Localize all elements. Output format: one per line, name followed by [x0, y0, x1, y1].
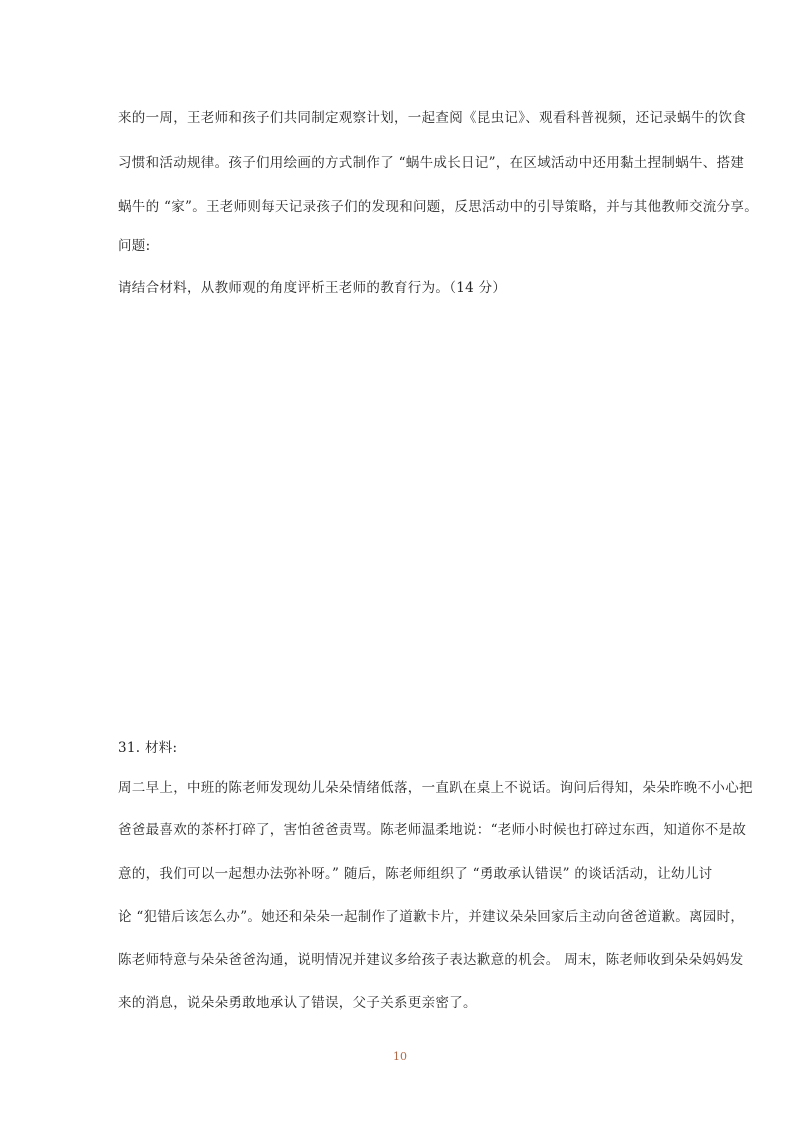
- question-label: 问题:: [118, 238, 151, 254]
- paragraph-line: 来的一周，王老师和孩子们共同制定观察计划，一起查阅《昆虫记》、观看科普视频，还记录蜗牛的饮食: [118, 110, 747, 126]
- paragraph-line: 爸爸最喜欢的茶杯打碎了，害怕爸爸责骂。陈老师温柔地说：“老师小时候也打碎过东西，知道你不是故: [118, 822, 747, 838]
- question-heading: 31. 材料:: [118, 740, 178, 756]
- question-text: 请结合材料，从教师观的角度评析王老师的教育行为。（14 分）: [118, 280, 507, 296]
- page-number: 10: [393, 1050, 407, 1063]
- paragraph-line: 来的消息，说朵朵勇敢地承认了错误，父子关系更亲密了。: [118, 995, 477, 1011]
- paragraph-line: 论 “犯错后该怎么办”。她还和朵朵一起制作了道歉卡片，并建议朵朵回家后主动向爸爸道歉。离园时，: [118, 909, 745, 925]
- paragraph-line: 蜗牛的 “家”。王老师则每天记录孩子们的发现和问题，反思活动中的引导策略，并与其他教师交流分享。: [118, 199, 758, 215]
- paragraph-line: 陈老师特意与朵朵爸爸沟通，说明情况并建议多给孩子表达歉意的机会。 周末，陈老师收到朵朵妈妈发: [118, 952, 744, 968]
- paragraph-line: 意的，我们可以一起想办法弥补呀。” 随后，陈老师组织了 “勇敢承认错误” 的谈话活动，让幼儿讨: [118, 866, 713, 882]
- paragraph-line: 周二早上，中班的陈老师发现幼儿朵朵情绪低落，一直趴在桌上不说话。询问后得知，朵朵昨晚不小心把: [118, 780, 753, 796]
- paragraph-line: 习惯和活动规律。孩子们用绘画的方式制作了 “蜗牛成长日记”，在区域活动中还用黏土捏制蜗牛、搭建: [118, 155, 745, 171]
